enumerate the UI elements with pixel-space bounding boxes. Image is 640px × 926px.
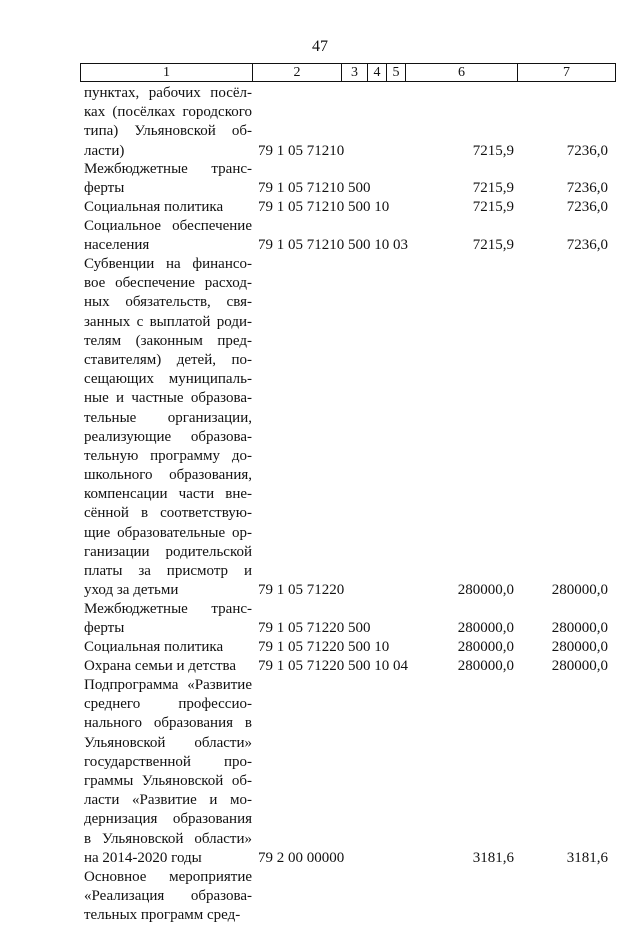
row-amount-col6: 280000,0 (457, 582, 514, 599)
description-line: ласти «Развитие и мо- (84, 792, 252, 809)
row-amount-col6: 7215,9 (472, 180, 514, 197)
row-amount-col6: 280000,0 (457, 658, 514, 674)
row-amount-col7: 3181,6 (566, 849, 608, 866)
description-line: тельную программу до- (84, 447, 252, 464)
header-col-5: 5 (387, 64, 406, 81)
description-line: на 2014-2020 годы (84, 849, 202, 866)
header-col-6: 6 (406, 64, 518, 81)
header-col-4: 4 (368, 64, 387, 81)
header-col-1: 1 (81, 64, 253, 81)
row-description (84, 657, 252, 676)
description-line: ных обязательств, свя- (84, 294, 252, 311)
row-description (84, 217, 252, 255)
row-amount-col6: 7215,9 (472, 199, 514, 215)
description-line: пунктах, рабочих посёл- (84, 85, 252, 101)
description-line: типа) Ульяновской об- (84, 123, 252, 140)
description-line: ные и частные образова- (84, 390, 252, 407)
row-amount-col7: 280000,0 (551, 582, 608, 599)
description-line: Ульяновской области» (84, 734, 252, 751)
header-col-2: 2 (253, 64, 342, 81)
description-line: компенсации части вне- (84, 486, 252, 503)
row-description (84, 600, 252, 638)
description-line: ласти) (84, 142, 125, 159)
row-code: 79 1 05 71220 500 10 04 (258, 658, 408, 674)
description-line: Межбюджетные транс- (84, 601, 252, 617)
description-line: Охрана семьи и детства (84, 658, 237, 674)
row-amount-col6: 280000,0 (457, 639, 514, 655)
description-line: в Ульяновской области» (84, 830, 252, 847)
description-line: Основное мероприятие (84, 869, 252, 885)
description-line: ганизации родительской (84, 543, 252, 560)
row-amount-col6: 3181,6 (472, 849, 514, 866)
description-line: уход за детьми (84, 582, 179, 599)
description-line: нального образования в (84, 715, 252, 732)
row-description (84, 676, 252, 868)
description-line: сещающих муниципаль- (84, 371, 252, 388)
row-code: 79 1 05 71220 (258, 582, 345, 599)
row-code: 79 1 05 71210 500 10 (258, 199, 390, 215)
row-amount-col7: 280000,0 (551, 639, 608, 655)
row-code: 79 2 00 00000 (258, 849, 345, 866)
description-line: Социальная политика (84, 199, 224, 215)
table-header (80, 63, 616, 82)
row-amount-col7: 7236,0 (566, 199, 608, 215)
row-code: 79 1 05 71210 (258, 142, 345, 159)
header-col-3: 3 (342, 64, 368, 81)
row-description (84, 84, 252, 161)
row-code: 79 1 05 71210 500 10 03 (258, 237, 408, 254)
row-code: 79 1 05 71220 500 10 (258, 639, 390, 655)
description-line: ферты (84, 180, 125, 197)
description-line: тельные организации, (84, 409, 252, 426)
row-code: 79 1 05 71210 500 (258, 180, 371, 197)
header-col-7: 7 (563, 65, 570, 80)
row-amount-col6: 280000,0 (457, 620, 514, 637)
row-amount-col7: 280000,0 (551, 658, 608, 674)
description-line: «Реализация образова- (84, 888, 252, 905)
row-amount-col6: 7215,9 (472, 237, 514, 254)
description-line: телям (законным пред- (84, 332, 252, 349)
description-line: ках (посёлках городского (84, 104, 252, 121)
description-line: реализующие образова- (84, 428, 252, 445)
description-line: занных с выплатой роди- (84, 313, 252, 330)
description-line: ферты (84, 620, 125, 637)
description-line: Социальная политика (84, 639, 224, 655)
row-code: 79 1 05 71220 500 (258, 620, 371, 637)
description-line: Социальное обеспечение (84, 218, 252, 234)
description-line: населения (84, 237, 150, 254)
row-description (84, 868, 252, 926)
page-number: 47 (312, 38, 328, 55)
row-amount-col7: 7236,0 (566, 237, 608, 254)
row-description (84, 160, 252, 198)
row-amount-col6: 7215,9 (472, 142, 514, 159)
description-line: Межбюджетные транс- (84, 161, 252, 177)
description-line: государственной про- (84, 753, 252, 770)
description-line: вое обеспечение расход- (84, 275, 252, 292)
row-description (84, 255, 252, 600)
description-line: среднего профессио- (84, 696, 252, 713)
description-line: тельных программ сред- (84, 907, 241, 924)
description-line: щие образовательные ор- (84, 524, 252, 541)
description-line: ставителям) детей, по- (84, 351, 252, 368)
row-amount-col7: 7236,0 (566, 142, 608, 159)
description-line: платы за присмотр и (84, 563, 252, 579)
description-line: граммы Ульяновской об- (84, 772, 252, 789)
row-amount-col7: 280000,0 (551, 620, 608, 637)
description-line: дернизация образования (84, 811, 252, 828)
description-line: Субвенции на финансо- (84, 256, 252, 272)
row-amount-col7: 7236,0 (566, 180, 608, 197)
row-description (84, 638, 252, 657)
description-line: школьного образования, (84, 467, 252, 484)
row-description (84, 198, 252, 217)
description-line: сённой в соответствую- (84, 505, 252, 522)
description-line: Подпрограмма «Развитие (84, 677, 252, 693)
